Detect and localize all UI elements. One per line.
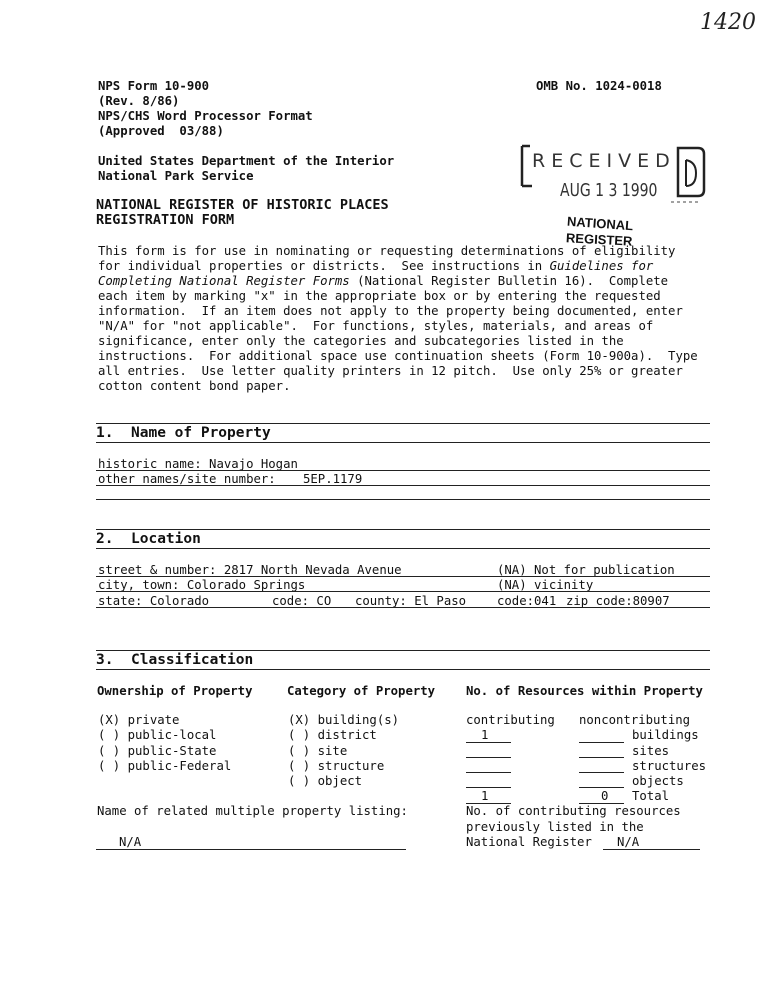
ownership-option: ( ) public-local — [98, 728, 217, 742]
stamp-date: AUG 1 3 1990 — [560, 181, 658, 201]
section-rule — [96, 529, 710, 530]
handwritten-note: 1420 — [700, 10, 756, 35]
contributing-label: contributing — [466, 713, 555, 727]
resource-type-total: Total — [632, 789, 670, 803]
field-line — [603, 849, 700, 850]
instructions-line: significance, enter only the categories and subcategories listed in the — [98, 334, 624, 348]
field-line — [96, 499, 710, 500]
historic-name-field: historic name: Navajo Hogan — [98, 457, 298, 471]
instructions-line: cotton content bond paper. — [98, 379, 291, 393]
section-rule — [96, 548, 710, 549]
section-rule — [96, 423, 710, 424]
stamp-register: REGISTER — [565, 230, 633, 249]
category-option: (X) building(s) — [288, 713, 400, 727]
section2-number: 2. — [96, 531, 114, 547]
blank-line — [579, 757, 624, 758]
field-line — [96, 607, 710, 608]
ownership-option: (X) private — [98, 713, 180, 727]
form-format: NPS/CHS Word Processor Format — [98, 109, 313, 123]
category-option: ( ) object — [288, 774, 363, 788]
stamp-national: NATIONAL — [566, 213, 634, 234]
category-header: Category of Property — [287, 684, 436, 698]
noncontributing-total-value: 0 — [601, 789, 609, 803]
ownership-option: ( ) public-Federal — [98, 759, 232, 773]
field-line — [96, 485, 710, 486]
category-option: ( ) site — [288, 744, 348, 758]
other-names-label: other names/site number: — [98, 472, 276, 486]
field-line — [96, 849, 406, 850]
related-listing-label: Name of related multiple property listing: — [97, 804, 408, 818]
instructions-line: Completing National Register Forms (National Register Bulletin 16). Complete — [98, 274, 669, 288]
field-line — [96, 470, 710, 471]
stamp-received-text: RECEIVED — [532, 150, 676, 172]
section2-title: Location — [131, 531, 201, 547]
blank-line — [466, 787, 511, 788]
ownership-header: Ownership of Property — [97, 684, 253, 698]
instructions-line: all entries. Use letter quality printers in 12 pitch. Use only 25% or greater — [98, 364, 683, 378]
instructions-line: "N/A" for "not applicable". For functions, styles, materials, and areas of — [98, 319, 654, 333]
county-code-field: code:041 — [497, 594, 557, 608]
section-rule — [96, 442, 710, 443]
blank-line — [579, 742, 624, 743]
field-line — [96, 576, 710, 577]
instructions-line: information. If an item does not apply to the property being documented, enter — [98, 304, 683, 318]
instructions-line: each item by marking "x" in the appropriate box or by entering the requested — [98, 289, 661, 303]
form-revision: (Rev. 8/86) — [98, 94, 180, 108]
street-field: street & number: 2817 North Nevada Avenue — [98, 563, 402, 577]
contributing-buildings-value: 1 — [481, 728, 489, 742]
other-names-value: 5EP.1179 — [303, 472, 363, 486]
form-subtitle: REGISTRATION FORM — [96, 212, 235, 228]
category-option: ( ) district — [288, 728, 377, 742]
previously-listed-text: National Register — [466, 835, 592, 849]
state-field: state: Colorado — [98, 594, 210, 608]
city-field: city, town: Colorado Springs — [98, 578, 306, 592]
resource-type: sites — [632, 744, 670, 758]
resource-type: objects — [632, 774, 684, 788]
section-rule — [96, 650, 710, 651]
previously-listed-text: previously listed in the — [466, 820, 644, 834]
blank-line — [466, 757, 511, 758]
resource-type: structures — [632, 759, 707, 773]
blank-line — [466, 772, 511, 773]
related-listing-value: N/A — [119, 835, 142, 849]
state-code-field: code: CO — [272, 594, 332, 608]
field-line — [96, 591, 710, 592]
ownership-option: ( ) public-State — [98, 744, 217, 758]
not-for-publication: (NA) Not for publication — [497, 563, 675, 577]
blank-line — [579, 787, 624, 788]
form-approved: (Approved 03/88) — [98, 124, 224, 138]
instructions-line: instructions. For additional space use continuation sheets (Form 10-900a). Type — [98, 349, 698, 363]
section1-title: Name of Property — [131, 425, 271, 441]
category-option: ( ) structure — [288, 759, 385, 773]
resource-type: buildings — [632, 728, 699, 742]
previously-listed-text: No. of contributing resources — [466, 804, 681, 818]
form-title: NATIONAL REGISTER OF HISTORIC PLACES — [96, 197, 389, 213]
agency-department: United States Department of the Interior — [98, 154, 395, 168]
section3-number: 3. — [96, 652, 114, 668]
agency-service: National Park Service — [98, 169, 254, 183]
instructions-line: This form is for use in nominating or requesting determinations of eligibility — [98, 244, 676, 258]
contributing-total-value: 1 — [481, 789, 489, 803]
form-number: NPS Form 10-900 — [98, 79, 210, 93]
previously-listed-value: N/A — [617, 835, 640, 849]
zip-code-field: zip code:80907 — [566, 594, 670, 608]
county-field: county: El Paso — [355, 594, 467, 608]
section3-title: Classification — [131, 652, 254, 668]
section-rule — [96, 669, 710, 670]
vicinity-field: (NA) vicinity — [497, 578, 594, 592]
blank-line — [579, 772, 624, 773]
resources-header: No. of Resources within Property — [466, 684, 703, 698]
blank-line — [466, 742, 511, 743]
instructions-line: for individual properties or districts. See instructions in Guidelines for — [98, 259, 654, 273]
noncontributing-label: noncontributing — [579, 713, 691, 727]
section1-number: 1. — [96, 425, 114, 441]
omb-number: OMB No. 1024-0018 — [536, 79, 662, 93]
